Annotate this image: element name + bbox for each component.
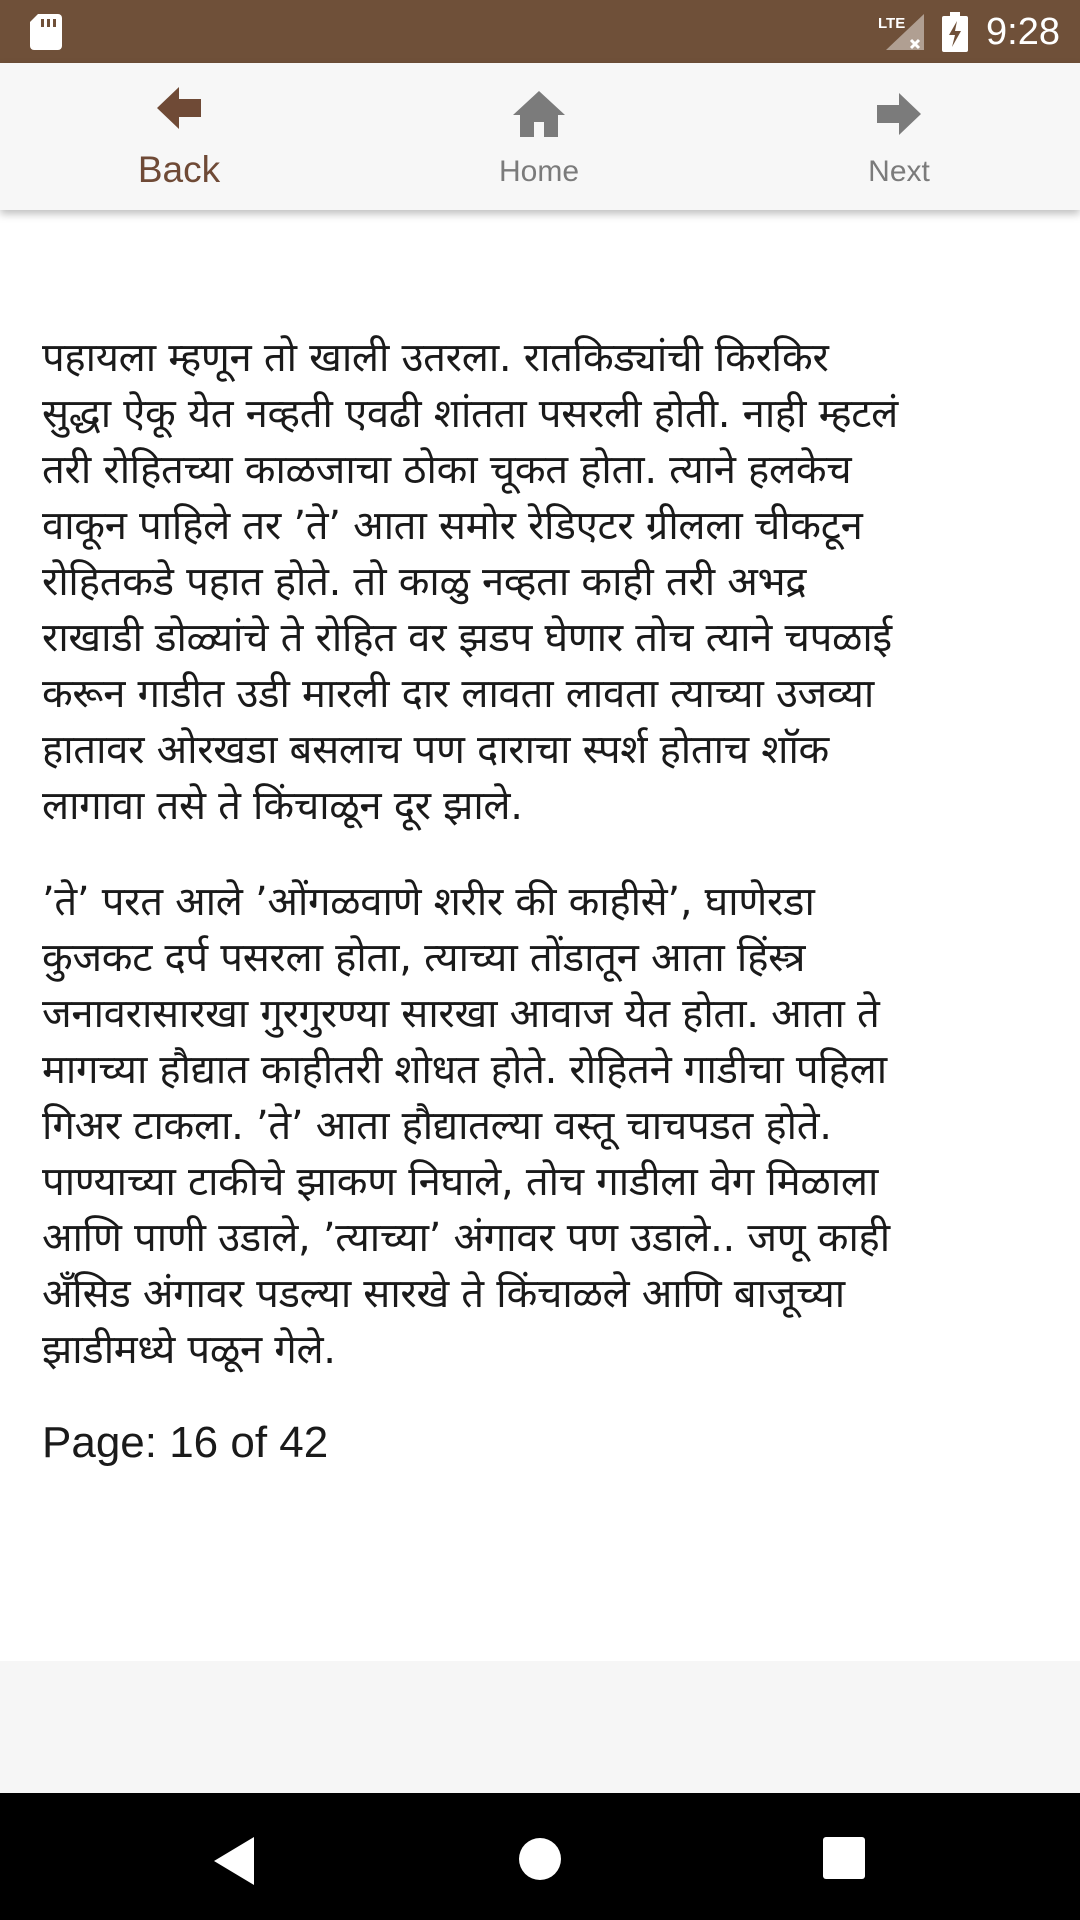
back-button[interactable] xyxy=(79,63,279,210)
nav-home-icon[interactable] xyxy=(518,1837,562,1881)
status-bar xyxy=(0,0,1080,63)
next-arrow-icon xyxy=(877,93,921,135)
back-arrow-icon xyxy=(157,87,201,129)
nav-recents-icon[interactable] xyxy=(823,1837,865,1879)
story-text xyxy=(42,330,1042,1468)
reader-content[interactable] xyxy=(0,210,1080,1661)
battery-charging-icon xyxy=(942,12,968,52)
bottom-blank-area xyxy=(0,1661,1080,1793)
story-paragraph-2: ’ते’ परत आले ’ओंगळवाणे शरीर की काहीसे’, घाणेरडा कुजकट दर्प पसरला होता, त्याच्या तोंडातून आता हिंस्त्र जनावरासारखा गुरगुरण्या सारखा आवाज येत होता. आता ते मागच्या हौद्यात काहीतरी शोधत होते. रोहितने गाडीचा पहिला गिअर टाकला. ’ते’ आता हौद्यातल्या वस्तू चाचपडत होते. पाण्याच्या टाकीचे झाकण निघाले, तोच गाडीला वेग मिळाला आणि पाणी उडाले, ’त्याच्या’ अंगावर पण उडाले.. जणू काही अँसिड अंगावर पडल्या सारखे ते किंचाळले आणि बाजूच्या झाडीमध्ये पळून गेले. xyxy=(42,879,890,1373)
signal-icon xyxy=(878,10,926,52)
home-label: Home xyxy=(498,155,580,188)
sd-card-icon xyxy=(30,14,62,50)
svg-text:LTE: LTE xyxy=(878,15,906,32)
nav-back-icon[interactable] xyxy=(214,1837,258,1885)
next-label: Next xyxy=(868,155,930,188)
navigation-toolbar xyxy=(0,63,1080,210)
home-button[interactable] xyxy=(439,63,639,210)
system-navigation-bar xyxy=(0,1793,1080,1920)
back-label: Back xyxy=(137,149,221,190)
story-paragraph-1: पहायला म्हणून तो खाली उतरला. रातकिड्यांची किरकिर सुद्धा ऐकू येत नव्हती एवढी शांतता पसरली होती. नाही म्हटलं तरी रोहितच्या काळजाचा ठोका चूकत होता. त्याने हलकेच वाकून पाहिले तर ’ते’ आता समोर रेडिएटर ग्रीलला चीकटून रोहितकडे पहात होते. तो काळु नव्हता काही तरी अभद्र राखाडी डोळ्यांचे ते रोहित वर झडप घेणार तोच त्याने चपळाई करून गाडीत उडी मारली दार लावता लावता त्याच्या उजव्या हातावर ओरखडा बसलाच पण दाराचा स्पर्श होताच शॉक लागावा तसे ते किंचाळून दूर झाले. xyxy=(42,335,898,829)
status-clock: 9:28 xyxy=(986,11,1060,53)
next-button[interactable] xyxy=(799,63,999,210)
page-indicator: Page: 16 of 42 xyxy=(42,1418,329,1467)
home-icon xyxy=(513,91,565,137)
